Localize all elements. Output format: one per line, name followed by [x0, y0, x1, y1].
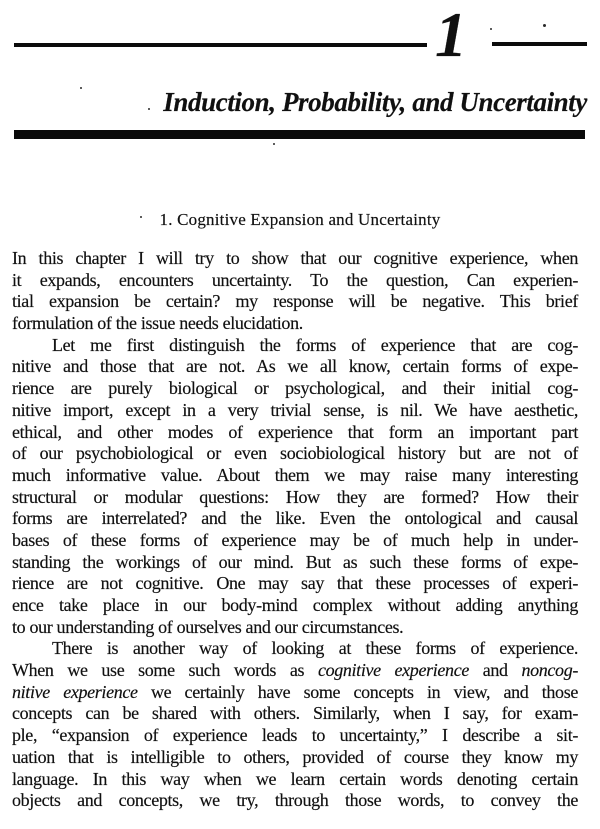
- scan-speck: [490, 28, 492, 30]
- text-line: much informative value. About them we may raise many interesting: [12, 464, 578, 485]
- text-line: it expands, encounters uncertainty. To the question, Can experien-: [12, 269, 578, 290]
- text-line: of our psychobiological or even sociobiological history but are not of: [12, 443, 578, 464]
- text-line: concepts can be shared with others. Similarly, when I say, for exam-: [12, 703, 578, 724]
- text-line: Let me first distinguish the forms of experience that are cog-: [52, 334, 578, 355]
- title-divider-bar: [14, 130, 585, 139]
- scan-speck: [273, 143, 275, 145]
- body-text-block: [12, 248, 578, 812]
- scan-speck: [543, 24, 546, 27]
- text-line: nitive experience we certainly have some concepts in view, and those: [12, 681, 578, 702]
- chapter-rule-left: [14, 43, 427, 47]
- text-line: forms are interrelated? and the like. Even the ontological and causal: [12, 508, 578, 529]
- text-line: rience are not cognitive. One may say that these processes of experi-: [12, 573, 578, 594]
- text-line: nitive and those that are not. As we all know, certain forms of expe-: [12, 356, 578, 377]
- text-line: uation that is intelligible to others, provided of course they know my: [12, 746, 578, 767]
- scan-speck: [148, 108, 150, 110]
- scan-speck: [80, 87, 82, 89]
- section-heading: 1. Cognitive Expansion and Uncertainty: [159, 210, 441, 229]
- text-line: There is another way of looking at these forms of experience.: [52, 638, 578, 659]
- scan-speck: [140, 216, 142, 218]
- text-line: In this chapter I will try to show that our cognitive experience, when: [12, 248, 578, 268]
- text-line: to our understanding of ourselves and our circumstances.: [12, 616, 404, 637]
- text-line: ence take place in our body-mind complex without adding anything: [12, 595, 578, 615]
- chapter-number: 1: [435, 0, 467, 70]
- chapter-title: Induction, Probability, and Uncertainty: [163, 87, 587, 117]
- text-line: formulation of the issue needs elucidation.: [12, 313, 303, 334]
- text-line: objects and concepts, we try, through those words, to convey the: [12, 790, 578, 811]
- text-line: bases of these forms of experience may be of much help in under-: [12, 529, 578, 550]
- text-line: structural or modular questions: How they are formed? How their: [12, 486, 578, 507]
- text-line: tial expansion be certain? my response will be negative. This brief: [12, 291, 578, 312]
- text-line: language. In this way when we learn certain words denoting certain: [12, 768, 578, 789]
- text-line: rience are purely biological or psychological, and their initial cog-: [12, 378, 578, 399]
- text-line: standing the workings of our mind. But as such these forms of expe-: [12, 551, 578, 572]
- text-line: ethical, and other modes of experience that form an important part: [12, 421, 578, 442]
- text-line: ple, “expansion of experience leads to uncertainty,” I describe a sit-: [12, 725, 578, 746]
- text-line: When we use some such words as cognitive experience and noncog-: [12, 660, 578, 681]
- text-line: nitive import, except in a very trivial sense, is nil. We have aesthetic,: [12, 399, 578, 420]
- chapter-rule-right: [492, 42, 587, 46]
